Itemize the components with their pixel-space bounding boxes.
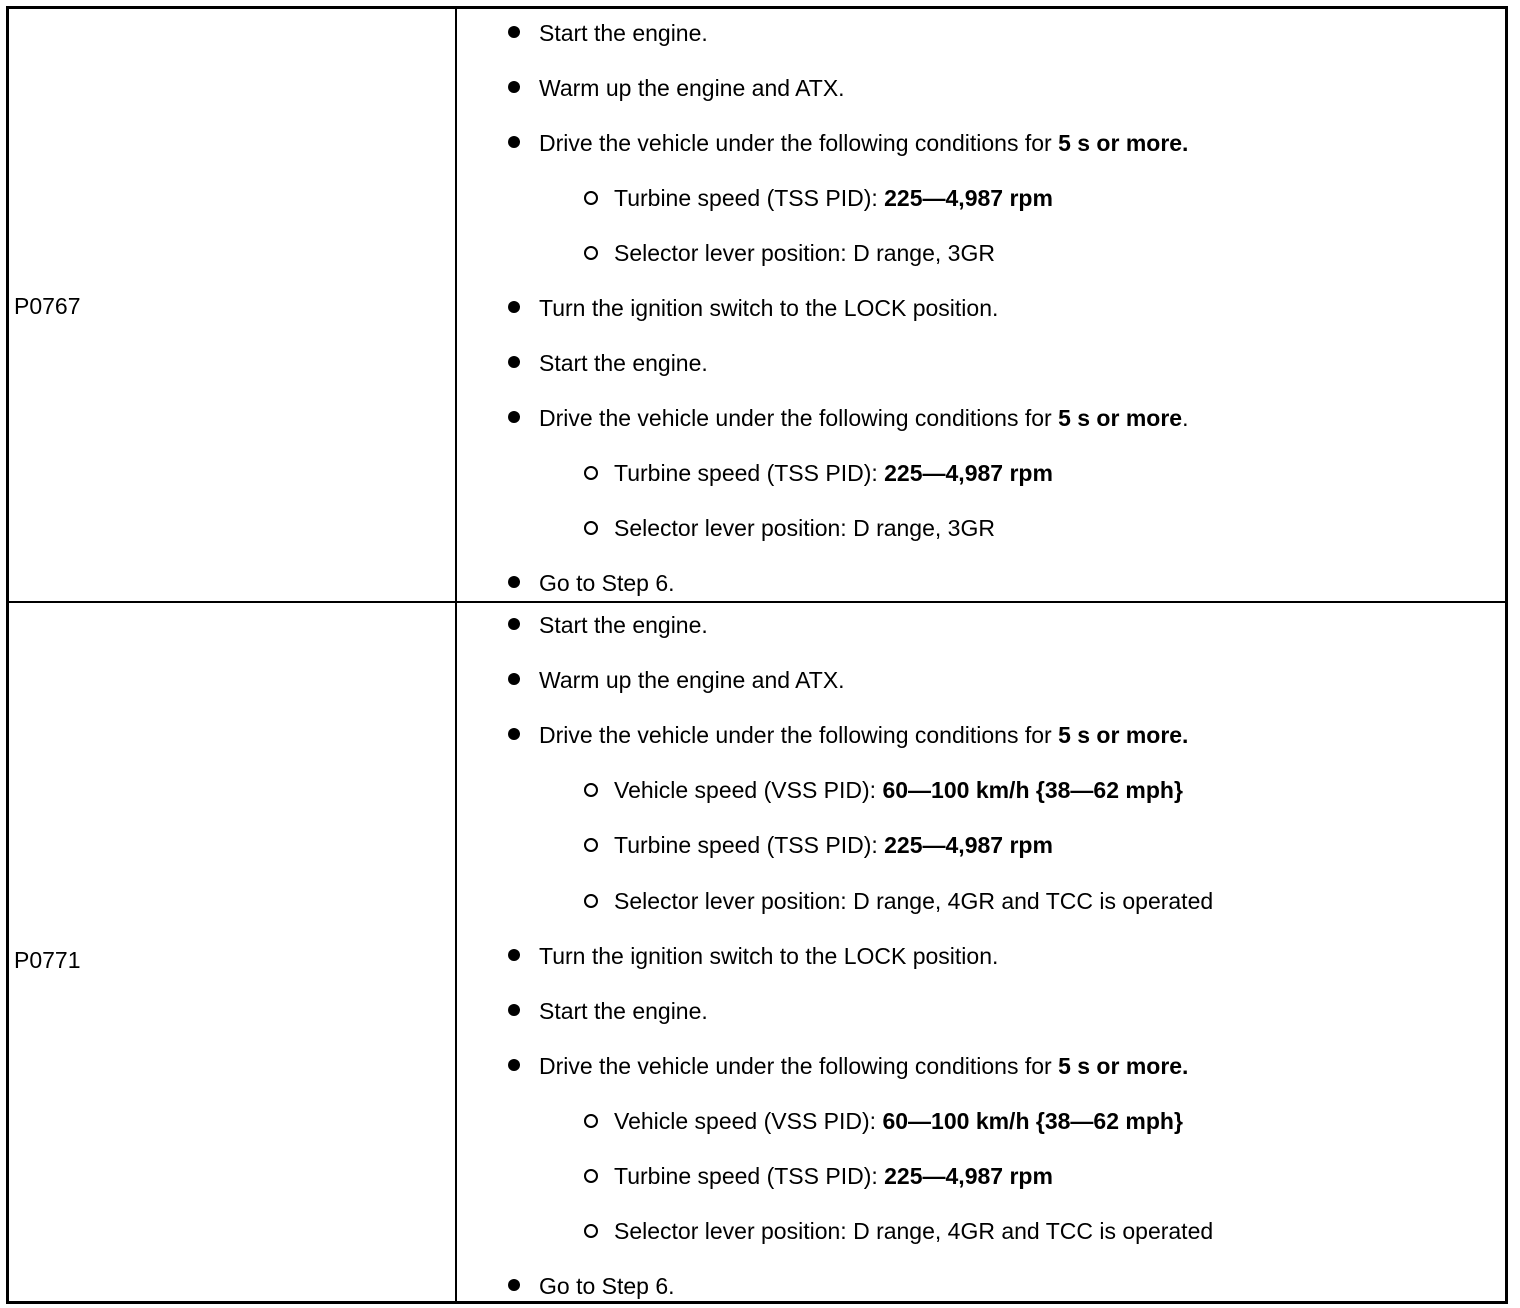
bullet-icon [508, 1279, 520, 1291]
list-item [539, 996, 708, 1026]
bullet-icon [508, 576, 520, 588]
list-item [539, 348, 708, 378]
sub-list-item [614, 775, 1183, 805]
step-plain-text: Turbine speed (TSS PID): [614, 1163, 885, 1189]
list-item [539, 73, 845, 103]
step-plain-text: Turbine speed (TSS PID): [614, 185, 885, 211]
bullet-icon [508, 411, 520, 423]
step-text [539, 612, 708, 638]
hollow-bullet-icon [584, 894, 598, 908]
list-item [539, 403, 1188, 433]
sub-list-item [614, 183, 1053, 213]
step-text [539, 1273, 675, 1299]
step-plain-text: Turn the ignition switch to the LOCK position. [539, 295, 999, 321]
step-bold-text: 225—4,987 rpm [884, 832, 1053, 859]
procedure-steps-cell [457, 603, 1505, 1301]
step-plain-text: Go to Step 6. [539, 570, 675, 596]
step-text [614, 1163, 1053, 1189]
sub-list-item [614, 1106, 1183, 1136]
hollow-bullet-icon [584, 191, 598, 205]
step-plain-text: Vehicle speed (VSS PID): [614, 777, 883, 804]
step-text [539, 350, 708, 376]
step-text [614, 1218, 1213, 1244]
step-bold-text: 5 s or more. [1058, 1052, 1189, 1079]
step-bold-text: 5 s or more. [1058, 130, 1189, 156]
sub-list-item [614, 1216, 1213, 1246]
list-item [539, 1051, 1188, 1081]
step-plain-text: Drive the vehicle under the following conditions for [539, 130, 1059, 156]
table-row [9, 603, 1505, 1301]
bullet-icon [508, 1004, 520, 1016]
step-bold-text: 5 s or more [1058, 405, 1183, 431]
hollow-bullet-icon [584, 1224, 598, 1238]
step-text [539, 75, 845, 101]
step-text [614, 240, 995, 266]
step-text [539, 130, 1188, 156]
hollow-bullet-icon [584, 466, 598, 480]
list-item [539, 720, 1188, 750]
step-text [614, 832, 1053, 858]
step-plain-text: Turbine speed (TSS PID): [614, 460, 885, 486]
list-item [539, 293, 998, 323]
hollow-bullet-icon [584, 1169, 598, 1183]
step-text [614, 1108, 1183, 1134]
bullet-icon [508, 136, 520, 148]
dtc-code-cell [9, 603, 457, 1301]
step-text [539, 667, 845, 693]
step-plain-text: Selector lever position: D range, 3GR [614, 240, 995, 266]
list-item [539, 1271, 675, 1301]
step-tail-text: . [1182, 405, 1189, 431]
step-plain-text: Turn the ignition switch to the LOCK position. [539, 942, 999, 969]
step-text [539, 405, 1188, 431]
step-text [539, 1053, 1188, 1079]
list-item [539, 665, 845, 695]
sub-list-item [614, 830, 1053, 860]
step-plain-text: Start the engine. [539, 997, 708, 1024]
list-item [539, 941, 998, 971]
step-text [539, 20, 708, 46]
list-item [539, 128, 1188, 158]
bullet-icon [508, 673, 520, 685]
hollow-bullet-icon [584, 1114, 598, 1128]
step-plain-text: Selector lever position: D range, 4GR and TCC is operated [614, 887, 1214, 914]
step-text [614, 888, 1213, 914]
bullet-icon [508, 728, 520, 740]
sub-list-item [614, 513, 995, 543]
step-bold-text: 60—100 km/h {38—62 mph} [882, 1107, 1183, 1134]
hollow-bullet-icon [584, 246, 598, 260]
sub-list-item [614, 238, 995, 268]
step-plain-text: Warm up the engine and ATX. [539, 75, 845, 101]
bullet-icon [508, 618, 520, 630]
sub-list-item [614, 458, 1053, 488]
dtc-procedure-table [6, 6, 1508, 1304]
step-plain-text: Drive the vehicle under the following conditions for [539, 405, 1059, 431]
step-plain-text: Go to Step 6. [539, 1273, 675, 1300]
dtc-code: P0767 [14, 293, 81, 319]
procedure-steps-cell [457, 9, 1505, 601]
step-plain-text: Drive the vehicle under the following conditions for [539, 1052, 1059, 1079]
step-plain-text: Vehicle speed (VSS PID): [614, 1107, 883, 1134]
hollow-bullet-icon [584, 521, 598, 535]
step-text [614, 185, 1053, 211]
table-row [9, 9, 1505, 603]
list-item [539, 610, 708, 640]
bullet-icon [508, 356, 520, 368]
step-text [539, 722, 1188, 748]
step-bold-text: 225—4,987 rpm [884, 1163, 1053, 1189]
dtc-code: P0771 [14, 947, 81, 973]
step-text [614, 777, 1183, 803]
sub-list-item [614, 886, 1213, 916]
hollow-bullet-icon [584, 838, 598, 852]
step-plain-text: Selector lever position: D range, 4GR and TCC is operated [614, 1218, 1214, 1245]
step-text [614, 460, 1053, 486]
bullet-icon [508, 81, 520, 93]
step-text [614, 515, 995, 541]
step-text [539, 295, 998, 321]
step-bold-text: 225—4,987 rpm [884, 185, 1053, 211]
step-plain-text: Start the engine. [539, 20, 708, 46]
hollow-bullet-icon [584, 783, 598, 797]
sub-list-item [614, 1161, 1053, 1191]
bullet-icon [508, 949, 520, 961]
step-plain-text: Warm up the engine and ATX. [539, 667, 845, 694]
step-plain-text: Start the engine. [539, 350, 708, 376]
step-text [539, 943, 998, 969]
bullet-icon [508, 301, 520, 313]
step-plain-text: Drive the vehicle under the following conditions for [539, 722, 1059, 749]
step-bold-text: 225—4,987 rpm [884, 460, 1053, 486]
dtc-code-cell [9, 9, 457, 601]
bullet-icon [508, 1059, 520, 1071]
step-plain-text: Start the engine. [539, 612, 708, 638]
step-plain-text: Selector lever position: D range, 3GR [614, 515, 995, 541]
step-bold-text: 5 s or more. [1058, 722, 1189, 749]
step-bold-text: 60—100 km/h {38—62 mph} [882, 777, 1183, 804]
step-plain-text: Turbine speed (TSS PID): [614, 832, 885, 859]
step-text [539, 998, 708, 1024]
bullet-icon [508, 26, 520, 38]
step-text [539, 570, 675, 596]
list-item [539, 18, 708, 48]
list-item [539, 568, 675, 598]
